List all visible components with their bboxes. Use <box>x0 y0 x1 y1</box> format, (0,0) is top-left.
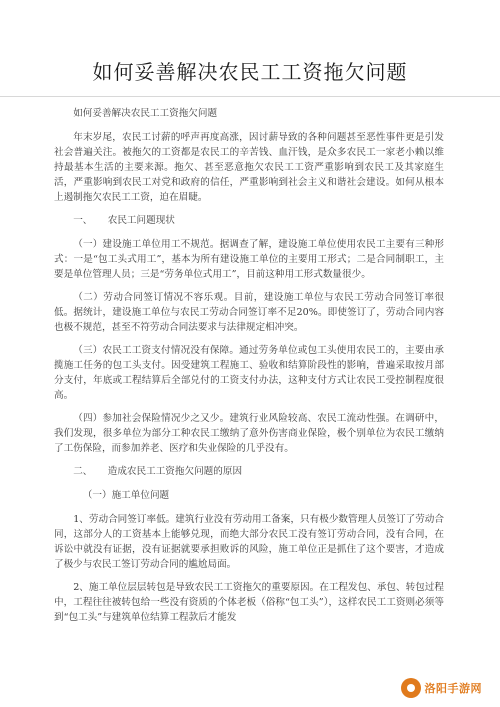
section-heading-1 <box>54 213 444 228</box>
site-watermark <box>399 677 485 699</box>
article-subtitle: 如何妥善解决农民工工资拖欠问题 <box>73 108 218 119</box>
section-number: 二、 <box>73 466 93 477</box>
article-body <box>54 106 444 633</box>
page-title: 如何妥善解决农民工工资拖欠问题 <box>92 60 408 84</box>
section2-paragraph: 1、劳动合同签订率低。建筑行业没有劳动用工备案，只有极少数管理人员签订了劳动合同，这部分人的工资基本上能够兑现，而绝大部分农民工没有签订劳动合同，没有合同，在诉讼中就没有证据，没有证据就要承担败诉的风险，施工单位正是抓住了这个要害，才造成了极少与农民工签订劳动合同的尴尬局面。 <box>54 514 444 570</box>
section-heading-2 <box>54 464 444 479</box>
section-heading-text: 造成农民工工资拖欠问题的原因 <box>107 466 243 477</box>
watermark-text: 洛阳手游网 <box>424 682 482 695</box>
watermark-logo-icon <box>401 678 421 698</box>
section1-paragraph: （二）劳动合同签订情况不容乐观。目前，建设施工单位与农民工劳动合同签订率很低。据统计，建设施工单位与农民工劳动合同签订率不足20%。即使签订了，劳动合同内容也极不规范，甚至不符劳动合同法要求与法律规定相冲突。 <box>54 292 444 333</box>
title-divider <box>0 96 500 97</box>
intro-paragraph: 年末岁尾，农民工讨薪的呼声再度高涨，因讨薪导致的各种问题甚至恶性事件更是引发社会普遍关注。被拖欠的工资都是农民工的辛苦钱、血汗钱，是众多农民工一家老小赖以维持最基本生活的主要来源。拖欠、甚至恶意拖欠农民工工资严重影响到农民工及其家庭生活，严重影响到农民工对党和政府的信任，严重影响到社会主义和谐社会建设。如何从根本上遏制拖欠农民工工资，迫在眉睫。 <box>54 132 444 203</box>
section1-paragraph: （三）农民工工资支付情况没有保障。通过劳务单位或包工头使用农民工的，主要由承揽施工任务的包工头支付。因受建筑工程施工、验收和结算阶段性的影响，普遍采取按月部分支付，年底或工程结算后全部兑付的工资支付办法，这种支付方式让农民工受控制程度很高。 <box>54 345 444 401</box>
section1-paragraph: （一）建设施工单位用工不规范。据调查了解，建设施工单位使用农民工主要有三种形式：一是“包工头式用工”，基本为所有建设施工单位的主要用工形式；二是合同制职工，主要是单位管理人员；三是“劳务单位式用工”，目前这种用工形式数量很少。 <box>54 239 444 280</box>
section1-paragraph: （四）参加社会保险情况少之又少。建筑行业风险较高、农民工流动性强。在调研中，我们发现，很多单位为部分工种农民工缴纳了意外伤害商业保险，极个别单位为农民工缴纳了工伤保险，而参加养老、医疗和失业保险的几乎没有。 <box>54 413 444 454</box>
section-number: 一、 <box>73 215 93 226</box>
section-heading-text: 农民工问题现状 <box>107 215 175 226</box>
section2-paragraph: 2、施工单位层层转包是导致农民工工资拖欠的重要原因。在工程发包、承包、转包过程中，工程往往被转包给一些没有资质的个体老板（俗称“包工头”），这样农民工工资则必须等到“包工头”与建筑单位结算工程款后才能发 <box>54 582 444 623</box>
subsection-heading: （一）施工单位问题 <box>82 490 170 501</box>
